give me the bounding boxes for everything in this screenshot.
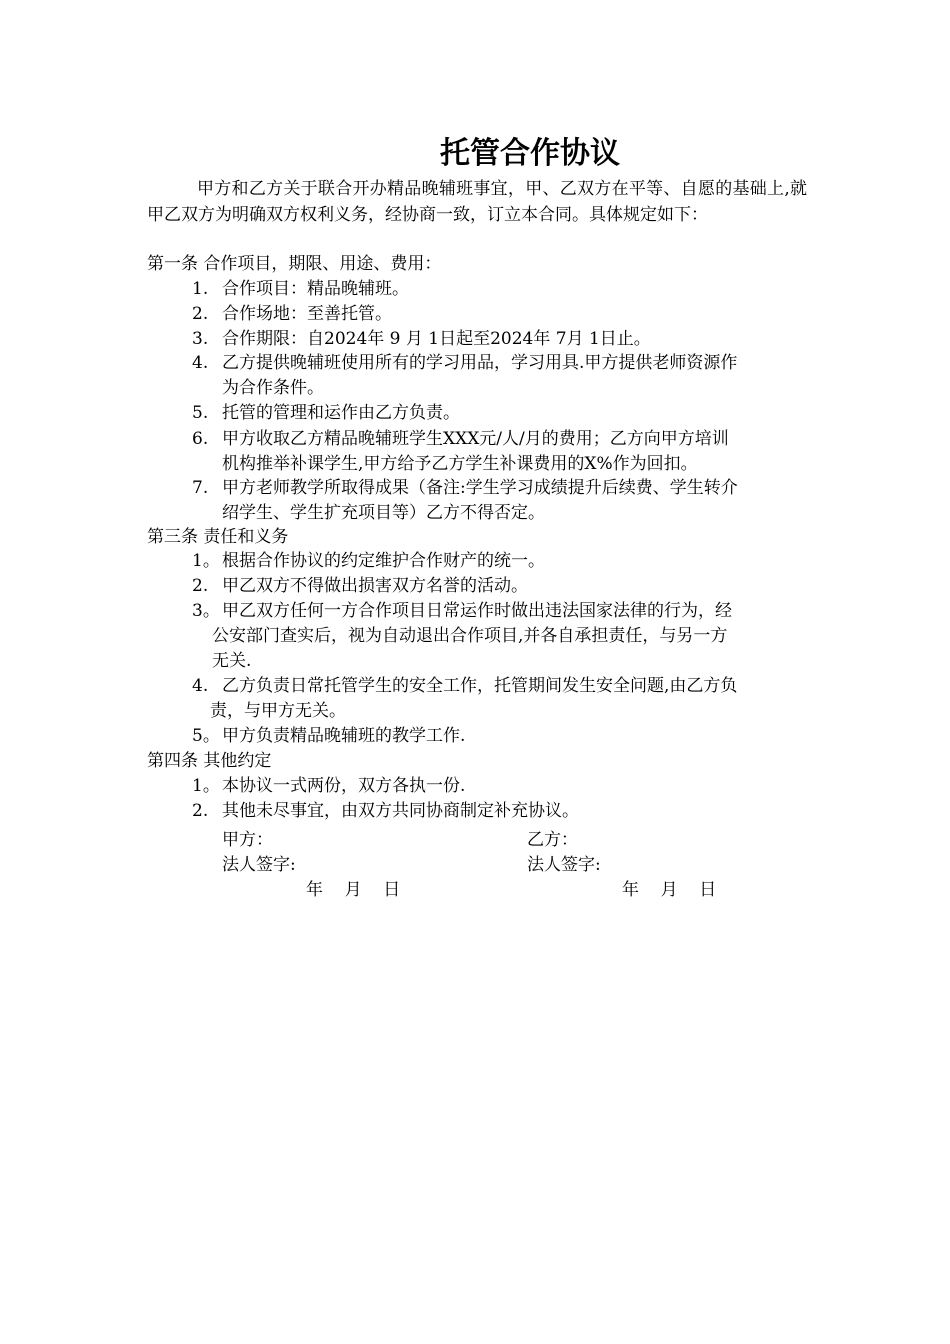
party-a-date: 年 月 日: [306, 880, 401, 900]
party-a-label: 甲方：: [222, 830, 273, 850]
section-1-item-2: [192, 302, 807, 327]
item-text: 甲方收取乙方精品晚辅班学生XXX元/人/月的费用；乙方向甲方培训: [222, 429, 729, 449]
section-3-heading: 第三条 责任和义务: [147, 527, 289, 547]
item-number: 1.: [192, 279, 209, 299]
item-text: 托管的管理和运作由乙方负责。: [222, 403, 460, 423]
section-1-item-3: [192, 327, 807, 352]
item-text: 甲乙双方不得做出损害双方名誉的活动。: [222, 576, 528, 596]
section-1-item-1: [192, 277, 807, 302]
item-text: 根据合作协议的约定维护合作财产的统一。: [222, 551, 545, 571]
item-text: 乙方提供晚辅班使用所有的学习用品，学习用具.甲方提供老师资源作: [222, 353, 738, 373]
item-text: 本协议一式两份，双方各执一份.: [222, 776, 466, 796]
section-1-item-4: [192, 351, 807, 401]
item-number: 3。: [192, 601, 220, 621]
section-4-heading: 第四条 其他约定: [147, 751, 272, 771]
item-text-continued: 责，与甲方无关。: [210, 701, 346, 721]
section-3-item-5: [192, 724, 807, 749]
item-text: 乙方负责日常托管学生的安全工作，托管期间发生安全问题,由乙方负: [222, 676, 738, 696]
section-3-item-1: [192, 549, 807, 574]
item-text: 合作场地：至善托管。: [222, 304, 392, 324]
item-text-continued: 无关.: [212, 651, 252, 671]
item-number: 1。: [192, 551, 220, 571]
item-number: 7.: [192, 478, 209, 498]
item-number: 5。: [192, 726, 220, 746]
item-text: 合作项目：精品晚辅班。: [222, 279, 409, 299]
item-number: 2.: [192, 801, 209, 821]
item-text-continued: 为合作条件。: [222, 378, 324, 398]
section-4-item-1: [192, 774, 807, 799]
item-text-continued: 机构推举补课学生,甲方给予乙方学生补课费用的X%作为回扣。: [222, 454, 698, 474]
item-text-continued: 绍学生、学生扩充项目等）乙方不得否定。: [222, 503, 545, 523]
item-number: 6.: [192, 429, 209, 449]
item-text: 合作期限：自2024年 9 月 1日起至2024年 7月 1日止。: [222, 329, 651, 349]
section-3-item-4: [192, 674, 807, 724]
party-b-date: 年 月 日: [622, 880, 717, 900]
item-text-continued: 公安部门查实后，视为自动退出合作项目,并各自承担责任，与另一方: [212, 626, 728, 646]
item-text: 甲乙双方任何一方合作项目日常运作时做出违法国家法律的行为，经: [222, 601, 732, 621]
document-title: 托管合作协议: [440, 136, 620, 171]
item-number: 1。: [192, 776, 220, 796]
item-text: 甲方老师教学所取得成果（备注:学生学习成绩提升后续费、学生转介: [222, 478, 738, 498]
party-b-label: 乙方：: [527, 830, 578, 850]
item-text: 甲方负责精品晚辅班的教学工作.: [222, 726, 466, 746]
intro-paragraph: 甲方和乙方关于联合开办精品晚辅班事宜，甲、乙双方在平等、自愿的基础上,就甲乙双方为明确双方权利义务，经协商一致，订立本合同。具体规定如下：: [147, 179, 807, 225]
item-text: 其他未尽事宜，由双方共同协商制定补充协议。: [222, 801, 579, 821]
section-1-item-5: [192, 401, 807, 426]
item-number: 5.: [192, 403, 209, 423]
section-3-item-3: [192, 599, 807, 674]
item-number: 2.: [192, 304, 209, 324]
item-number: 4.: [192, 353, 209, 373]
item-number: 3.: [192, 329, 209, 349]
section-4-item-2: [192, 799, 807, 824]
party-a-signature-label: 法人签字:: [222, 855, 296, 875]
item-number: 2.: [192, 576, 209, 596]
section-1-item-6: [192, 427, 807, 477]
party-b-signature-label: 法人签字:: [527, 855, 601, 875]
item-number: 4.: [192, 676, 209, 696]
section-1-item-7: [192, 476, 807, 526]
section-3-item-2: [192, 574, 807, 599]
section-1-heading: 第一条 合作项目，期限、用途、费用：: [147, 254, 442, 274]
